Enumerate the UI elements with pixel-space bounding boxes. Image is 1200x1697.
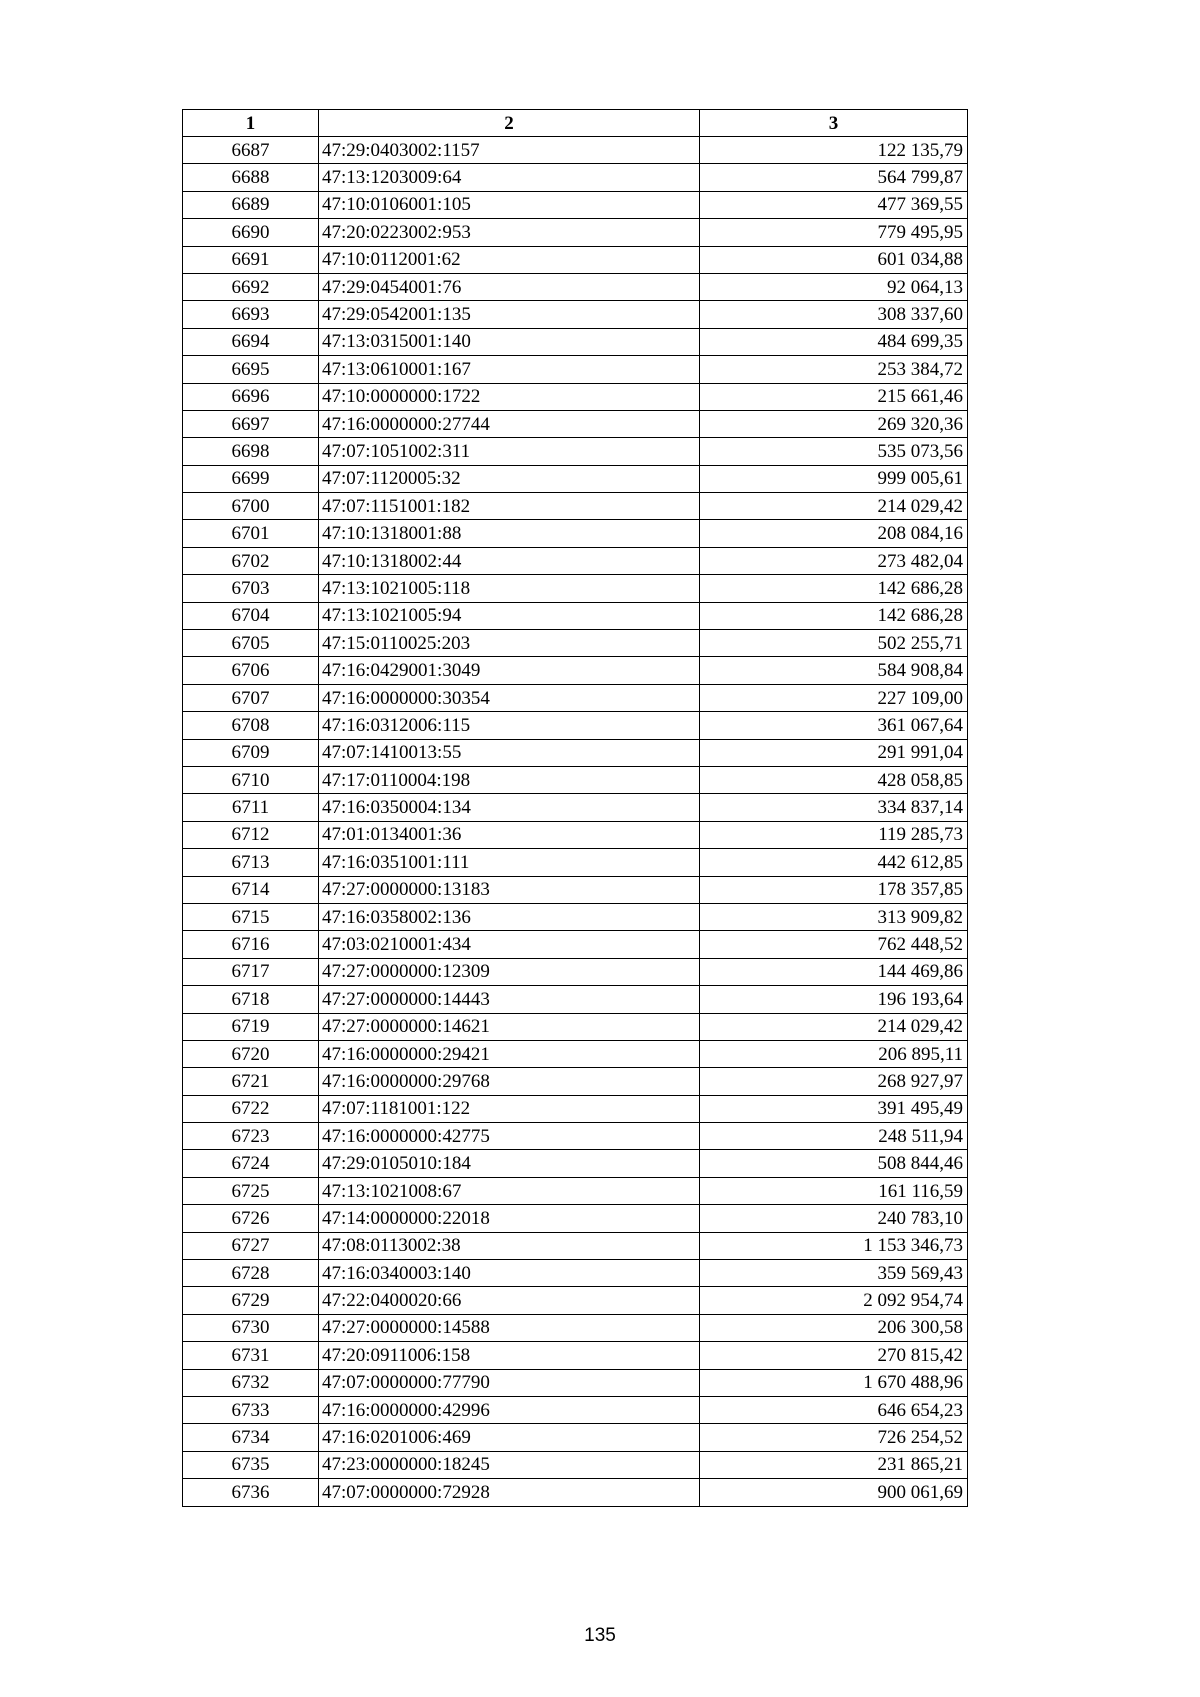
- row-number-cell: 6698: [183, 438, 319, 465]
- table-row: [183, 1177, 968, 1204]
- table-row: [183, 766, 968, 793]
- row-number-cell: 6713: [183, 849, 319, 876]
- value-cell: 900 061,69: [700, 1479, 968, 1506]
- table-row: [183, 876, 968, 903]
- cadastral-number-cell: 47:27:0000000:12309: [319, 958, 700, 985]
- cadastral-number-cell: 47:13:1021005:118: [319, 575, 700, 602]
- value-cell: 142 686,28: [700, 602, 968, 629]
- table-body: [183, 137, 968, 1507]
- row-number-cell: 6716: [183, 931, 319, 958]
- table-row: [183, 657, 968, 684]
- table-row: [183, 520, 968, 547]
- row-number-cell: 6689: [183, 191, 319, 218]
- cadastral-number-cell: 47:16:0000000:27744: [319, 410, 700, 437]
- value-cell: 762 448,52: [700, 931, 968, 958]
- cadastral-number-cell: 47:03:0210001:434: [319, 931, 700, 958]
- value-cell: 601 034,88: [700, 246, 968, 273]
- table-row: [183, 1479, 968, 1506]
- table-row: [183, 575, 968, 602]
- table-row: [183, 137, 968, 164]
- row-number-cell: 6726: [183, 1205, 319, 1232]
- row-number-cell: 6692: [183, 273, 319, 300]
- table-row: [183, 246, 968, 273]
- cadastral-number-cell: 47:29:0542001:135: [319, 301, 700, 328]
- value-cell: 484 699,35: [700, 328, 968, 355]
- cadastral-number-cell: 47:16:0000000:42996: [319, 1396, 700, 1423]
- value-cell: 270 815,42: [700, 1342, 968, 1369]
- row-number-cell: 6717: [183, 958, 319, 985]
- table-row: [183, 164, 968, 191]
- table-row: [183, 986, 968, 1013]
- table-row: [183, 849, 968, 876]
- table-row: [183, 1232, 968, 1259]
- cadastral-number-cell: 47:13:0315001:140: [319, 328, 700, 355]
- value-cell: 214 029,42: [700, 493, 968, 520]
- cadastral-number-cell: 47:07:1120005:32: [319, 465, 700, 492]
- value-cell: 214 029,42: [700, 1013, 968, 1040]
- value-cell: 119 285,73: [700, 821, 968, 848]
- cadastral-number-cell: 47:29:0403002:1157: [319, 137, 700, 164]
- table-row: [183, 219, 968, 246]
- cadastral-number-cell: 47:10:1318002:44: [319, 547, 700, 574]
- cadastral-number-cell: 47:07:1151001:182: [319, 493, 700, 520]
- row-number-cell: 6718: [183, 986, 319, 1013]
- cadastral-number-cell: 47:07:0000000:77790: [319, 1369, 700, 1396]
- row-number-cell: 6736: [183, 1479, 319, 1506]
- cadastral-number-cell: 47:27:0000000:14621: [319, 1013, 700, 1040]
- row-number-cell: 6703: [183, 575, 319, 602]
- cadastral-number-cell: 47:14:0000000:22018: [319, 1205, 700, 1232]
- row-number-cell: 6711: [183, 794, 319, 821]
- row-number-cell: 6700: [183, 493, 319, 520]
- table-row: [183, 1040, 968, 1067]
- row-number-cell: 6720: [183, 1040, 319, 1067]
- row-number-cell: 6709: [183, 739, 319, 766]
- cadastral-number-cell: 47:16:0201006:469: [319, 1424, 700, 1451]
- cadastral-number-cell: 47:10:0000000:1722: [319, 383, 700, 410]
- row-number-cell: 6706: [183, 657, 319, 684]
- value-cell: 391 495,49: [700, 1095, 968, 1122]
- row-number-cell: 6687: [183, 137, 319, 164]
- value-cell: 334 837,14: [700, 794, 968, 821]
- table-row: [183, 794, 968, 821]
- row-number-cell: 6730: [183, 1314, 319, 1341]
- cadastral-number-cell: 47:01:0134001:36: [319, 821, 700, 848]
- row-number-cell: 6721: [183, 1068, 319, 1095]
- row-number-cell: 6696: [183, 383, 319, 410]
- row-number-cell: 6704: [183, 602, 319, 629]
- column-header-2: 2: [319, 110, 700, 137]
- row-number-cell: 6691: [183, 246, 319, 273]
- cadastral-number-cell: 47:23:0000000:18245: [319, 1451, 700, 1478]
- value-cell: 564 799,87: [700, 164, 968, 191]
- cadastral-number-cell: 47:16:0312006:115: [319, 712, 700, 739]
- cadastral-number-cell: 47:16:0340003:140: [319, 1260, 700, 1287]
- value-cell: 269 320,36: [700, 410, 968, 437]
- value-cell: 122 135,79: [700, 137, 968, 164]
- row-number-cell: 6712: [183, 821, 319, 848]
- row-number-cell: 6728: [183, 1260, 319, 1287]
- row-number-cell: 6734: [183, 1424, 319, 1451]
- cadastral-number-cell: 47:29:0454001:76: [319, 273, 700, 300]
- table-row: [183, 1205, 968, 1232]
- table-row: [183, 465, 968, 492]
- value-cell: 92 064,13: [700, 273, 968, 300]
- page-number: 135: [584, 1625, 616, 1646]
- cadastral-number-cell: 47:22:0400020:66: [319, 1287, 700, 1314]
- table-row: [183, 1396, 968, 1423]
- cadastral-number-cell: 47:10:0106001:105: [319, 191, 700, 218]
- row-number-cell: 6695: [183, 356, 319, 383]
- column-header-1: 1: [183, 110, 319, 137]
- value-cell: 646 654,23: [700, 1396, 968, 1423]
- table-row: [183, 1260, 968, 1287]
- cadastral-number-cell: 47:27:0000000:14443: [319, 986, 700, 1013]
- value-cell: 268 927,97: [700, 1068, 968, 1095]
- table-row: [183, 958, 968, 985]
- value-cell: 231 865,21: [700, 1451, 968, 1478]
- table-row: [183, 493, 968, 520]
- table-row: [183, 630, 968, 657]
- value-cell: 178 357,85: [700, 876, 968, 903]
- value-cell: 161 116,59: [700, 1177, 968, 1204]
- table-header-row: [183, 110, 968, 137]
- cadastral-number-cell: 47:17:0110004:198: [319, 766, 700, 793]
- cadastral-number-cell: 47:16:0000000:42775: [319, 1123, 700, 1150]
- row-number-cell: 6710: [183, 766, 319, 793]
- cadastral-number-cell: 47:15:0110025:203: [319, 630, 700, 657]
- value-cell: 999 005,61: [700, 465, 968, 492]
- cadastral-number-cell: 47:16:0350004:134: [319, 794, 700, 821]
- table-row: [183, 383, 968, 410]
- cadastral-number-cell: 47:16:0000000:29421: [319, 1040, 700, 1067]
- value-cell: 253 384,72: [700, 356, 968, 383]
- row-number-cell: 6688: [183, 164, 319, 191]
- value-cell: 144 469,86: [700, 958, 968, 985]
- value-cell: 584 908,84: [700, 657, 968, 684]
- value-cell: 359 569,43: [700, 1260, 968, 1287]
- cadastral-number-cell: 47:08:0113002:38: [319, 1232, 700, 1259]
- cadastral-number-cell: 47:10:1318001:88: [319, 520, 700, 547]
- table-row: [183, 903, 968, 930]
- table-row: [183, 301, 968, 328]
- row-number-cell: 6725: [183, 1177, 319, 1204]
- row-number-cell: 6731: [183, 1342, 319, 1369]
- table-row: [183, 356, 968, 383]
- value-cell: 206 895,11: [700, 1040, 968, 1067]
- cadastral-number-cell: 47:07:1410013:55: [319, 739, 700, 766]
- table-row: [183, 739, 968, 766]
- cadastral-number-cell: 47:29:0105010:184: [319, 1150, 700, 1177]
- row-number-cell: 6724: [183, 1150, 319, 1177]
- value-cell: 240 783,10: [700, 1205, 968, 1232]
- row-number-cell: 6701: [183, 520, 319, 547]
- value-cell: 142 686,28: [700, 575, 968, 602]
- value-cell: 442 612,85: [700, 849, 968, 876]
- table-row: [183, 1150, 968, 1177]
- table-row: [183, 1451, 968, 1478]
- value-cell: 248 511,94: [700, 1123, 968, 1150]
- row-number-cell: 6714: [183, 876, 319, 903]
- table-row: [183, 1287, 968, 1314]
- cadastral-number-cell: 47:27:0000000:14588: [319, 1314, 700, 1341]
- table-row: [183, 821, 968, 848]
- cadastral-number-cell: 47:07:1181001:122: [319, 1095, 700, 1122]
- value-cell: 726 254,52: [700, 1424, 968, 1451]
- row-number-cell: 6705: [183, 630, 319, 657]
- cadastral-number-cell: 47:13:1203009:64: [319, 164, 700, 191]
- table-row: [183, 410, 968, 437]
- value-cell: 477 369,55: [700, 191, 968, 218]
- table-row: [183, 931, 968, 958]
- table-row: [183, 1342, 968, 1369]
- value-cell: 502 255,71: [700, 630, 968, 657]
- value-cell: 1 670 488,96: [700, 1369, 968, 1396]
- row-number-cell: 6694: [183, 328, 319, 355]
- table-row: [183, 191, 968, 218]
- value-cell: 779 495,95: [700, 219, 968, 246]
- row-number-cell: 6732: [183, 1369, 319, 1396]
- value-cell: 361 067,64: [700, 712, 968, 739]
- row-number-cell: 6699: [183, 465, 319, 492]
- row-number-cell: 6723: [183, 1123, 319, 1150]
- row-number-cell: 6715: [183, 903, 319, 930]
- table-row: [183, 684, 968, 711]
- value-cell: 313 909,82: [700, 903, 968, 930]
- table-row: [183, 438, 968, 465]
- row-number-cell: 6727: [183, 1232, 319, 1259]
- value-cell: 508 844,46: [700, 1150, 968, 1177]
- table-row: [183, 1013, 968, 1040]
- table-row: [183, 712, 968, 739]
- cadastral-number-cell: 47:07:0000000:72928: [319, 1479, 700, 1506]
- cadastral-number-cell: 47:20:0911006:158: [319, 1342, 700, 1369]
- table-row: [183, 1314, 968, 1341]
- row-number-cell: 6735: [183, 1451, 319, 1478]
- value-cell: 291 991,04: [700, 739, 968, 766]
- cadastral-number-cell: 47:10:0112001:62: [319, 246, 700, 273]
- value-cell: 273 482,04: [700, 547, 968, 574]
- row-number-cell: 6708: [183, 712, 319, 739]
- table-row: [183, 1369, 968, 1396]
- cadastral-number-cell: 47:16:0358002:136: [319, 903, 700, 930]
- cadastral-number-cell: 47:20:0223002:953: [319, 219, 700, 246]
- row-number-cell: 6697: [183, 410, 319, 437]
- table-row: [183, 1424, 968, 1451]
- cadastral-number-cell: 47:16:0429001:3049: [319, 657, 700, 684]
- value-cell: 428 058,85: [700, 766, 968, 793]
- row-number-cell: 6702: [183, 547, 319, 574]
- value-cell: 535 073,56: [700, 438, 968, 465]
- row-number-cell: 6719: [183, 1013, 319, 1040]
- table-row: [183, 328, 968, 355]
- table-row: [183, 1095, 968, 1122]
- table-row: [183, 1068, 968, 1095]
- row-number-cell: 6722: [183, 1095, 319, 1122]
- row-number-cell: 6733: [183, 1396, 319, 1423]
- cadastral-number-cell: 47:13:1021008:67: [319, 1177, 700, 1204]
- cadastral-number-cell: 47:16:0000000:30354: [319, 684, 700, 711]
- table-row: [183, 273, 968, 300]
- data-table: [182, 109, 968, 1507]
- column-header-3: 3: [700, 110, 968, 137]
- row-number-cell: 6707: [183, 684, 319, 711]
- value-cell: 308 337,60: [700, 301, 968, 328]
- value-cell: 215 661,46: [700, 383, 968, 410]
- table-header: [183, 110, 968, 137]
- value-cell: 227 109,00: [700, 684, 968, 711]
- row-number-cell: 6693: [183, 301, 319, 328]
- cadastral-number-cell: 47:16:0000000:29768: [319, 1068, 700, 1095]
- cadastral-number-cell: 47:16:0351001:111: [319, 849, 700, 876]
- row-number-cell: 6690: [183, 219, 319, 246]
- row-number-cell: 6729: [183, 1287, 319, 1314]
- cadastral-number-cell: 47:07:1051002:311: [319, 438, 700, 465]
- cadastral-number-cell: 47:13:0610001:167: [319, 356, 700, 383]
- value-cell: 196 193,64: [700, 986, 968, 1013]
- value-cell: 206 300,58: [700, 1314, 968, 1341]
- cadastral-number-cell: 47:13:1021005:94: [319, 602, 700, 629]
- cadastral-number-cell: 47:27:0000000:13183: [319, 876, 700, 903]
- table-row: [183, 1123, 968, 1150]
- table-row: [183, 602, 968, 629]
- table-row: [183, 547, 968, 574]
- value-cell: 1 153 346,73: [700, 1232, 968, 1259]
- value-cell: 2 092 954,74: [700, 1287, 968, 1314]
- value-cell: 208 084,16: [700, 520, 968, 547]
